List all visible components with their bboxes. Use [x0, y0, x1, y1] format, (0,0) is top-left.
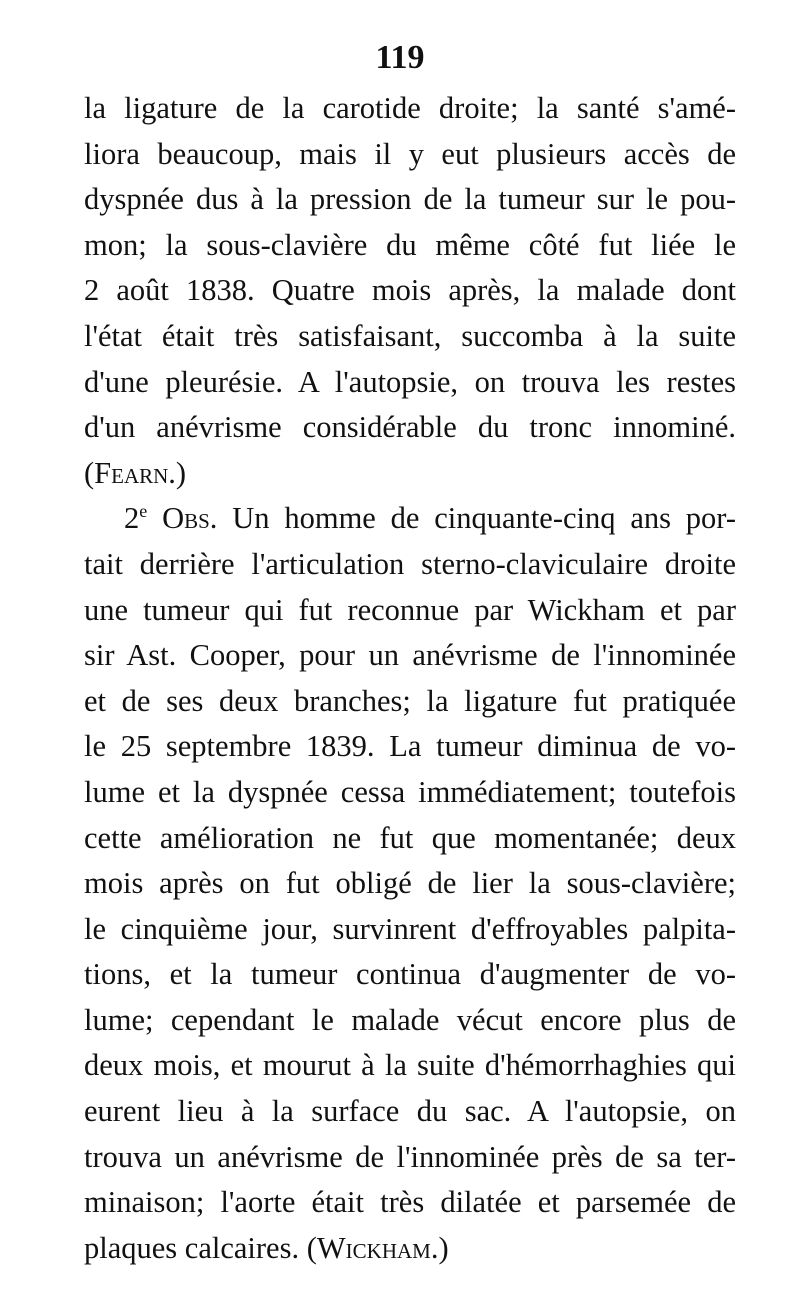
text-line: dyspnée dus à la pression de la tumeur sur le pou- [84, 182, 736, 217]
text-line: le cinquième jour, survinrent d'effroyables palpita- [84, 911, 736, 946]
text-line: eurent lieu à la surface du sac. A l'autopsie, on [84, 1094, 736, 1129]
citation-fearn [84, 451, 736, 497]
citation-wickham: (Wickham.) [306, 1230, 449, 1265]
citation-text: (Fearn.) [84, 455, 187, 490]
obs-number: 2 [124, 501, 140, 536]
final-line-text: plaques calcaires. [84, 1230, 300, 1265]
text-line: une tumeur qui fut reconnue par Wickham et par [84, 592, 736, 627]
body-text [84, 86, 736, 1271]
text-line: cette amélioration ne fut que momentanée; deux [84, 820, 736, 855]
obs-label: Obs. [162, 501, 218, 536]
final-line [84, 1226, 736, 1272]
text-line: mon; la sous-clavière du même côté fut liée le [84, 227, 736, 262]
text-line: d'une pleurésie. A l'autopsie, on trouva les restes [84, 364, 736, 399]
text-line: trouva un anévrisme de l'innominée près de sa ter- [84, 1139, 736, 1174]
text-line: tait derrière l'articulation sterno-claviculaire droite [84, 546, 736, 581]
obs-first-line-text: Un homme de cinquante-cinq ans por- [232, 501, 736, 536]
text-line: minaison; l'aorte était très dilatée et parsemée de [84, 1185, 736, 1220]
text-line: et de ses deux branches; la ligature fut pratiquée [84, 683, 736, 718]
text-line: tions, et la tumeur continua d'augmenter de vo- [84, 957, 736, 992]
text-line: la ligature de la carotide droite; la santé s'amé- [84, 91, 736, 125]
text-line: d'un anévrisme considérable du tronc innominé. [84, 410, 736, 445]
page-number: 119 [375, 39, 425, 76]
obs-superscript: e [139, 501, 148, 522]
text-line: sir Ast. Cooper, pour un anévrisme de l'innominée [84, 638, 736, 673]
text-line: deux mois, et mourut à la suite d'hémorrhaghies qui [84, 1048, 736, 1083]
text-line: liora beaucoup, mais il y eut plusieurs accès de [84, 136, 736, 171]
text-line: l'état était très satisfaisant, succomba à la suite [84, 318, 736, 353]
text-line: le 25 septembre 1839. La tumeur diminua de vo- [84, 729, 736, 764]
observation-heading-line [84, 496, 736, 542]
text-line: lume; cependant le malade vécut encore plus de [84, 1002, 736, 1037]
text-line: lume et la dyspnée cessa immédiatement; toutefois [84, 774, 736, 809]
text-line: 2 août 1838. Quatre mois après, la malade dont [84, 273, 736, 308]
text-line: mois après on fut obligé de lier la sous-clavière; [84, 866, 736, 901]
